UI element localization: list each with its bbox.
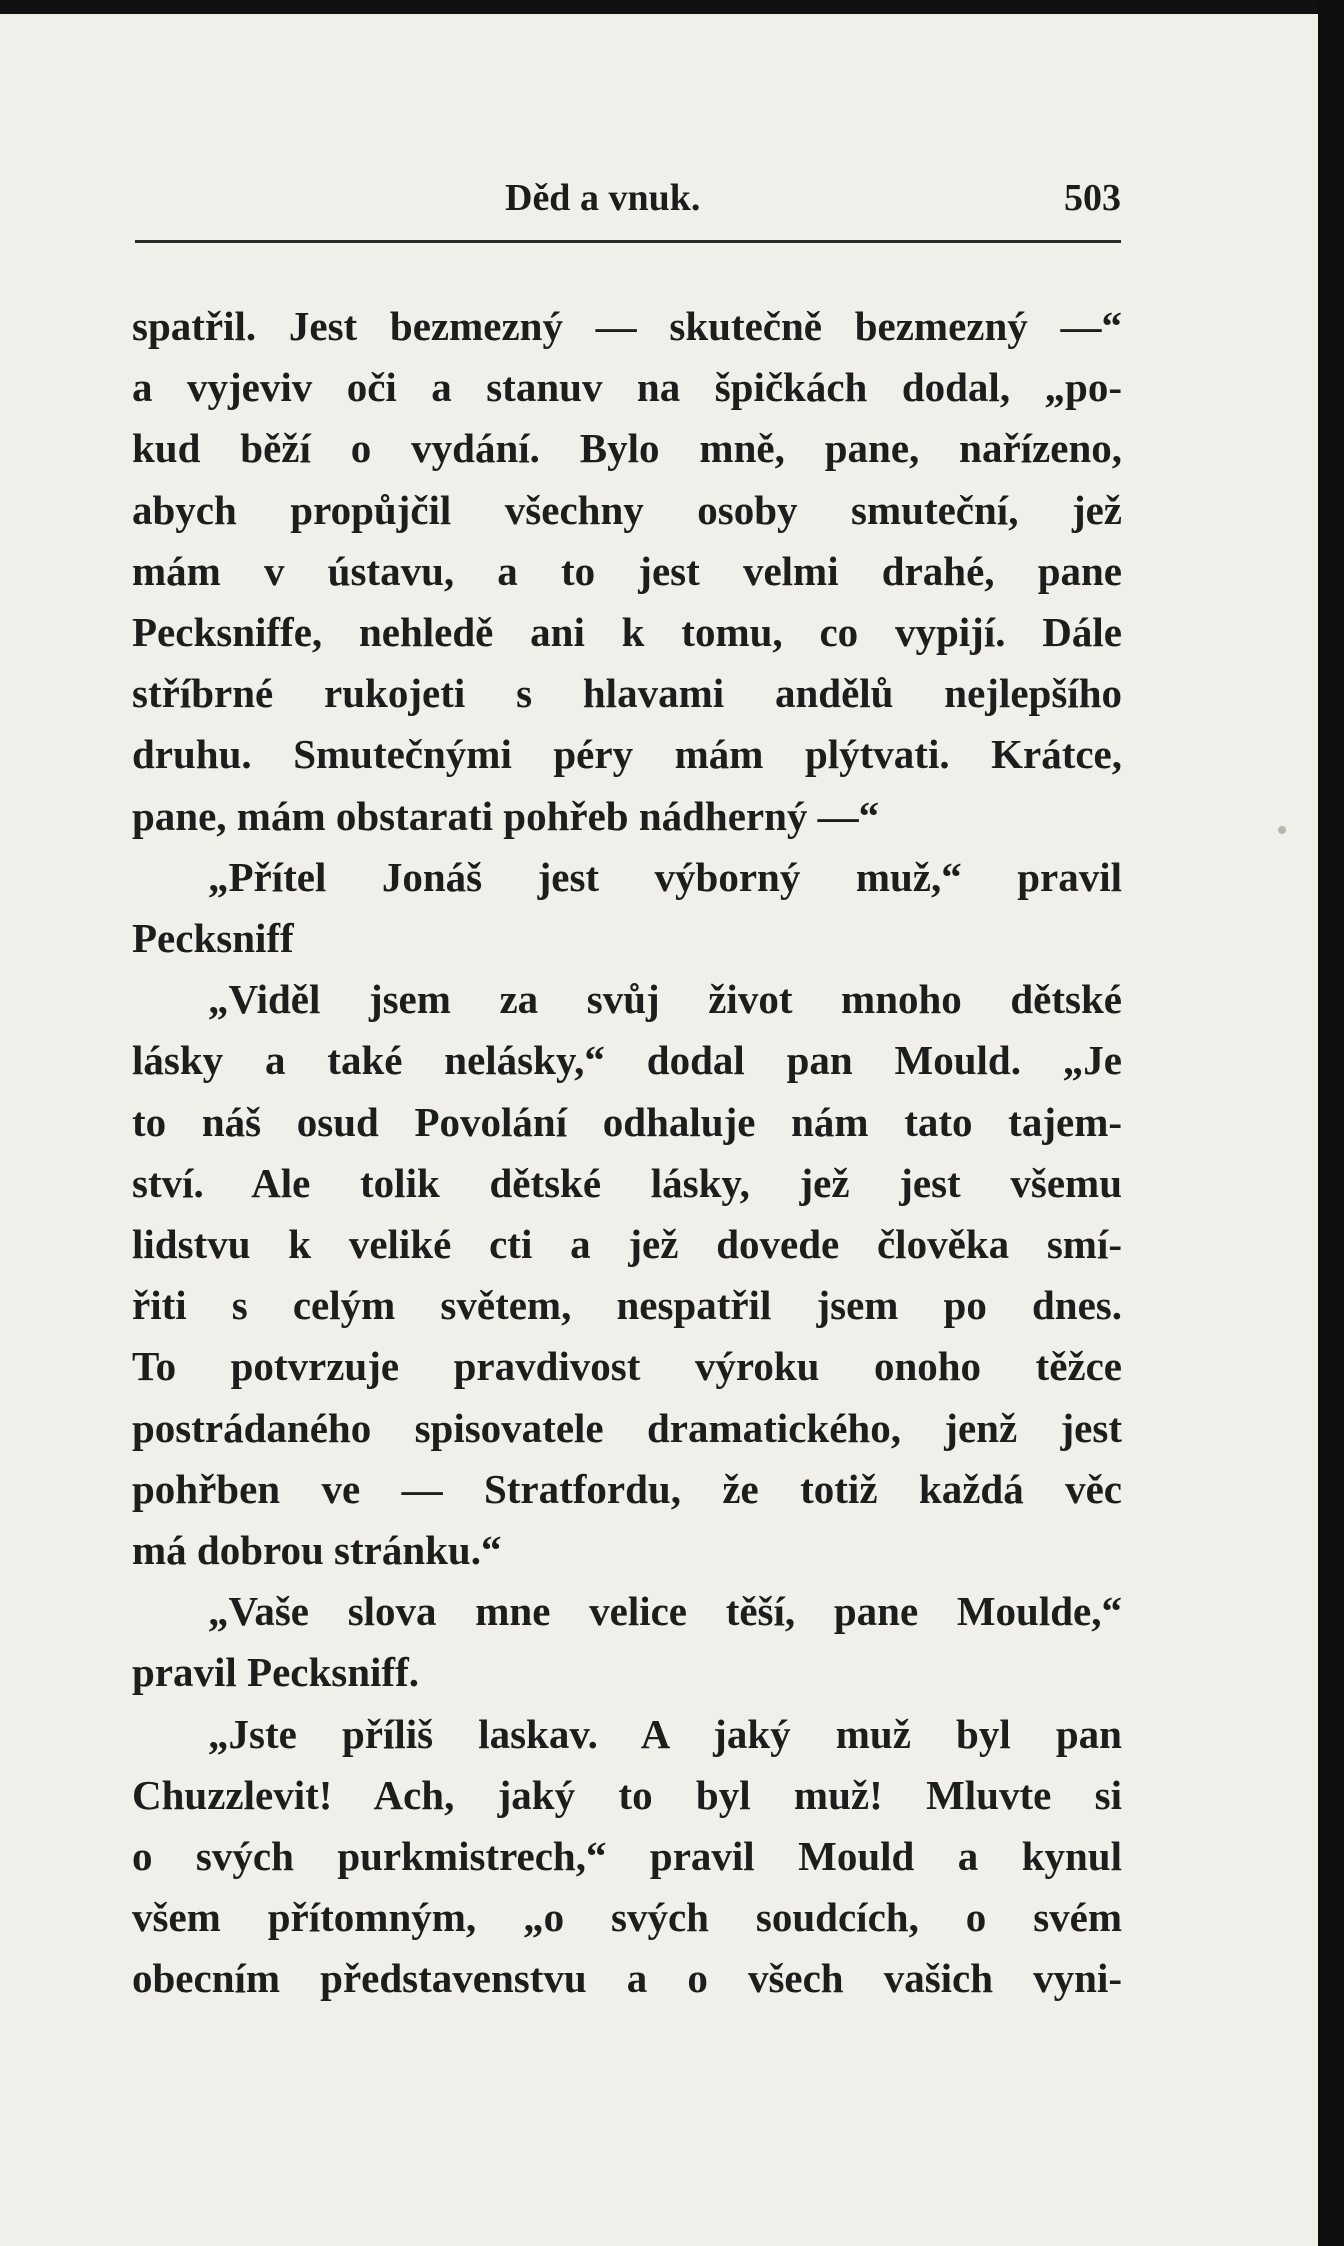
text-line: lásky a také nelásky,“ dodal pan Mould. „Je bbox=[132, 1037, 1122, 1084]
header-rule bbox=[135, 240, 1121, 243]
paper-speck bbox=[1278, 826, 1286, 834]
text-line: Pecksniff bbox=[132, 915, 294, 962]
text-line: a vyjeviv oči a stanuv na špičkách dodal, „po- bbox=[132, 364, 1122, 411]
text-line: spatřil. Jest bezmezný — skutečně bezmezný —“ bbox=[132, 303, 1122, 349]
text-line: o svých purkmistrech,“ pravil Mould a kynul bbox=[132, 1833, 1122, 1880]
text-line: „Přítel Jonáš jest výborný muž,“ pravil bbox=[208, 853, 1122, 900]
text-line: Pecksniffe, nehledě ani k tomu, co vypijí. Dále bbox=[132, 609, 1122, 656]
text-line: abych propůjčil všechny osoby smuteční, jež bbox=[132, 486, 1122, 533]
text-line: „Vaše slova mne velice těší, pane Moulde,“ bbox=[208, 1588, 1122, 1635]
text-line: všem přítomným, „o svých soudcích, o svém bbox=[132, 1894, 1122, 1941]
scan-edge bbox=[1318, 0, 1344, 2246]
running-title: Děd a vnuk. bbox=[505, 177, 701, 219]
text-line: druhu. Smutečnými péry mám plýtvati. Krátce, bbox=[132, 731, 1122, 778]
text-line: To potvrzuje pravdivost výroku onoho těžce bbox=[132, 1343, 1122, 1390]
text-line: „Viděl jsem za svůj život mnoho dětské bbox=[208, 976, 1122, 1023]
text-line: postrádaného spisovatele dramatického, jenž jest bbox=[132, 1404, 1122, 1451]
text-line: Chuzzlevit! Ach, jaký to byl muž! Mluvte si bbox=[132, 1771, 1122, 1818]
text-line: „Jste příliš laskav. A jaký muž byl pan bbox=[208, 1710, 1122, 1757]
text-line: ství. Ale tolik dětské lásky, jež jest všemu bbox=[132, 1159, 1122, 1206]
text-line: pane, mám obstarati pohřeb nádherný —“ bbox=[132, 792, 880, 839]
text-line: řiti s celým světem, nespatřil jsem po dnes. bbox=[132, 1282, 1122, 1329]
text-line: obecním představenstvu a o všech vašich vyni- bbox=[132, 1955, 1122, 2002]
text-line: to náš osud Povolání odhaluje nám tato tajem- bbox=[132, 1098, 1122, 1145]
text-line: pohřben ve — Stratfordu, že totiž každá věc bbox=[132, 1465, 1122, 1512]
page-header bbox=[135, 176, 1121, 226]
text-line: mám v ústavu, a to jest velmi drahé, pane bbox=[132, 547, 1122, 594]
text-line: kud běží o vydání. Bylo mně, pane, nařízeno, bbox=[132, 425, 1122, 472]
text-line: má dobrou stránku.“ bbox=[132, 1527, 502, 1574]
text-line: pravil Pecksniff. bbox=[132, 1649, 419, 1696]
text-line: lidstvu k veliké cti a jež dovede člověka smí- bbox=[132, 1221, 1122, 1268]
body-text bbox=[132, 296, 1122, 2010]
page-number: 503 bbox=[1064, 177, 1121, 219]
text-line: stříbrné rukojeti s hlavami andělů nejlepšího bbox=[132, 670, 1122, 717]
